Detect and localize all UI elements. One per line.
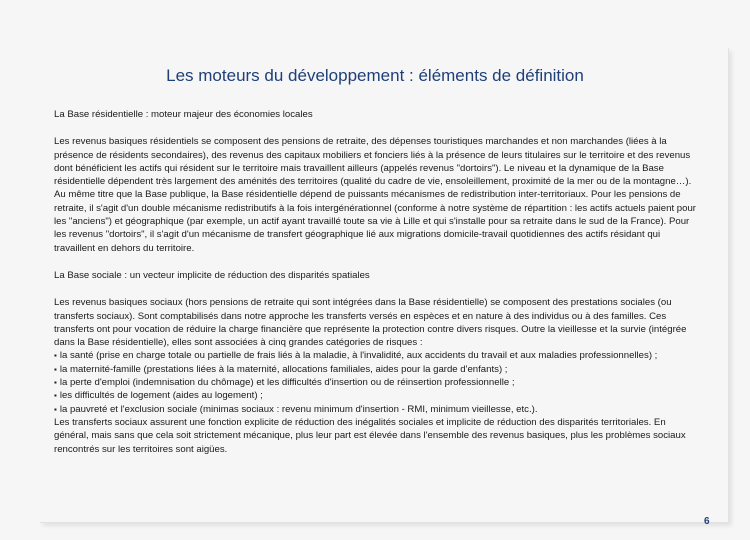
list-item-text: la maternité-famille (prestations liées à la maternité, allocations familiales, aides pour la garde d'enfants) ; [59, 363, 508, 375]
list-item-text: la perte d'emploi (indemnisation du chômage) et les difficultés d'insertion ou de réinsertion professionnelle ; [59, 377, 515, 389]
square-bullet-icon: ▪ [54, 378, 57, 388]
paragraph-residentielle: Les revenus basiques résidentiels se composent des pensions de retraite, des dépenses touristiques marchandes et non marchandes (liées à la présence de résidents secondaires), des revenus des capitaux mobiliers et fonciers liés à la présence de leurs titulaires sur le territoire et des revenus dont bénéficient les actifs qui résident sur le territoire mais travaillent ailleurs (appelés revenus "dortoirs"). Le niveau et la dynamique de la Base résidentielle dépendent très largement des aménités des territoires (qualité du cadre de vie, ensoleillement, proximité de la mer ou de la montagne…). Au même titre que la Base publique, la Base résidentielle dépend de puissants mécanismes de redistribution inter-territoriaux. Pour les pensions de retraite, il s'agit d'un double mécanisme redistributifs à la fois intergénérationnel (conforme à notre système de répartition : les actifs actuels paient pour les "anciens") et géographique (par exemple, un actif ayant travaillé toute sa vie à Lille et qui s'installe pour sa retraite dans le sud de la France). Pour les revenus "dortoirs", il s'agit d'un mécanisme de transfert géographique lié aux migrations domicile-travail quotidiennes des actifs résidant qui travaillent en dehors du territoire. [54, 136, 696, 254]
square-bullet-icon: ▪ [54, 364, 57, 374]
list-item [54, 376, 702, 389]
list-item [54, 349, 702, 362]
slide-content [54, 108, 702, 456]
slide-title: Les moteurs du développement : éléments de définition [166, 66, 584, 85]
list-item-text: la pauvreté et l'exclusion sociale (minimas sociaux : revenu minimum d'insertion - RMI, minimum vieillesse, etc.). [59, 403, 538, 415]
paragraph-sociale-intro: Les revenus basiques sociaux (hors pensions de retraite qui sont intégrées dans la Base résidentielle) se composent des prestations sociales (ou transferts sociaux). Sont comptabilisés dans notre approche les transferts versés en espèces et en nature à des individus ou à des familles. Ces transferts ont pour vocation de réduire la charge financière que représente la protection contre divers risques. Outre la vieillesse et la survie (intégrée dans la Base résidentielle), elles sont associées à cinq grandes catégories de risques : [54, 297, 687, 349]
page-number: 6 [704, 516, 710, 527]
square-bullet-icon: ▪ [54, 351, 57, 361]
list-item [54, 403, 702, 416]
list-item [54, 363, 702, 376]
square-bullet-icon: ▪ [54, 404, 57, 414]
square-bullet-icon: ▪ [54, 391, 57, 401]
list-item-text: les difficultés de logement (aides au logement) ; [59, 390, 263, 402]
section-heading-residentielle: La Base résidentielle : moteur majeur des économies locales [54, 109, 313, 120]
list-item-text: la santé (prise en charge totale ou partielle de frais liés à la maladie, à l'invalidité, aux accidents du travail et aux maladies professionnelles) ; [59, 350, 658, 362]
section-heading-sociale: La Base sociale : un vecteur implicite de réduction des disparités spatiales [54, 269, 370, 281]
risk-category-list [54, 349, 702, 415]
paragraph-sociale-conclusion: Les transferts sociaux assurent une fonction explicite de réduction des inégalités sociales et implicite de réduction des disparités territoriales. En général, mais sans que cela soit strictement mécanique, plus leur part est élevée dans l'ensemble des revenus basiques, plus les problèmes sociaux rencontrés sur les territoires sont aigües. [54, 416, 686, 455]
list-item [54, 389, 702, 402]
